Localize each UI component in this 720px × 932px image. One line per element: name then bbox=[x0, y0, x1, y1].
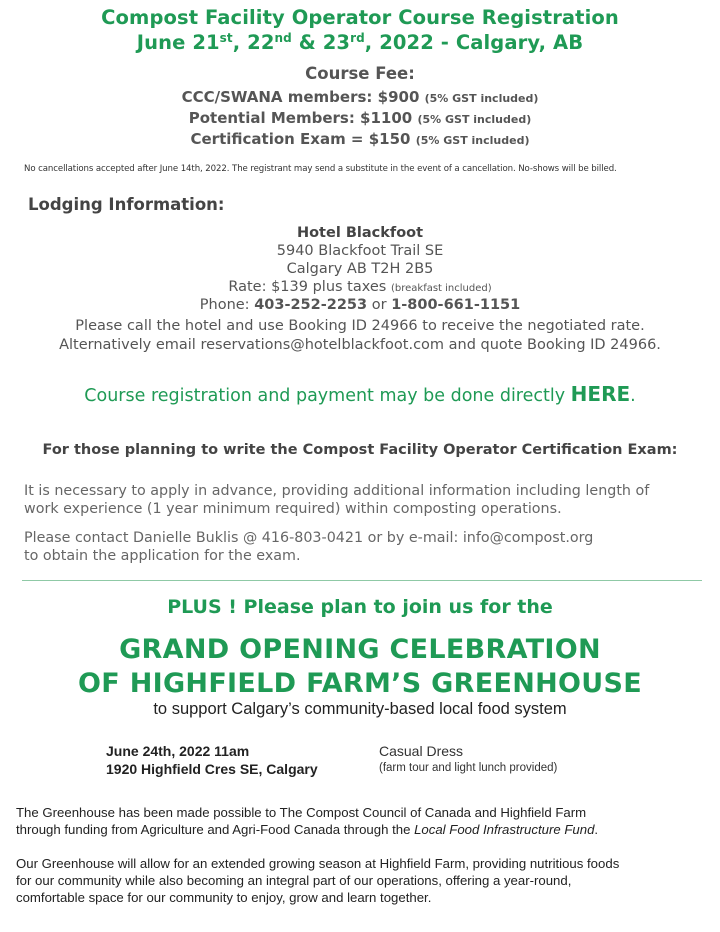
phone-number-local[interactable]: 403-252-2253 bbox=[254, 297, 368, 313]
fee-line-exam bbox=[0, 130, 720, 148]
fee-heading: Course Fee: bbox=[305, 64, 415, 83]
phone-label: Phone: bbox=[199, 297, 250, 313]
closing-para-2-line-1: Our Greenhouse will allow for an extended growing season at Highfield Farm, providing nutritious foods bbox=[16, 856, 620, 871]
closing-para-2-line-2: for our community while also becoming an integral part of our operations, offering a year-round, bbox=[16, 873, 572, 888]
closing-funding-end: . bbox=[594, 822, 599, 837]
course-dates bbox=[0, 31, 720, 54]
booking-instructions-1: Please call the hotel and use Booking ID 24966 to receive the negotiated rate. bbox=[75, 318, 645, 334]
exam-para-2-line-2: to obtain the application for the exam. bbox=[24, 548, 301, 564]
date-sep-1: , 22 bbox=[232, 31, 275, 54]
phone-or: or bbox=[371, 297, 387, 313]
section-divider bbox=[22, 580, 702, 581]
rate-note: (breakfast included) bbox=[390, 283, 492, 294]
event-title-line-2: OF HIGHFIELD FARM’S GREENHOUSE bbox=[78, 668, 642, 699]
registration-line bbox=[0, 382, 720, 406]
fee-label: Certification Exam = $150 bbox=[190, 130, 411, 148]
hotel-address-2: Calgary AB T2H 2B5 bbox=[286, 261, 434, 277]
hotel-address-1: 5940 Blackfoot Trail SE bbox=[276, 243, 444, 259]
date-sup-1: st bbox=[219, 31, 233, 45]
event-address: 1920 Highfield Cres SE, Calgary bbox=[106, 761, 318, 777]
event-dress-code: Casual Dress bbox=[379, 743, 464, 759]
registration-text: Course registration and payment may be done directly bbox=[84, 386, 566, 406]
exam-para-1-line-2: work experience (1 year minimum required) within composting operations. bbox=[24, 501, 562, 517]
date-sup-3: rd bbox=[350, 31, 365, 45]
fee-label: Potential Members: $1100 bbox=[188, 109, 413, 127]
event-intro: PLUS ! Please plan to join us for the bbox=[167, 596, 553, 618]
event-date-time: June 24th, 2022 11am bbox=[106, 743, 250, 759]
date-suffix: , 2022 - Calgary, AB bbox=[364, 31, 584, 54]
closing-para-1-line-2 bbox=[16, 822, 598, 837]
hotel-rate bbox=[0, 279, 720, 295]
exam-heading: For those planning to write the Compost Facility Operator Certification Exam: bbox=[42, 442, 678, 458]
closing-para-1-line-1: The Greenhouse has been made possible to The Compost Council of Canada and Highfield Farm bbox=[16, 805, 587, 820]
lodging-heading: Lodging Information: bbox=[28, 195, 225, 214]
event-subtitle: to support Calgary’s community-based local food system bbox=[153, 700, 567, 718]
date-sup-2: nd bbox=[274, 31, 292, 45]
fee-line-potential bbox=[0, 109, 720, 127]
closing-para-2-line-3: comfortable space for our community to enjoy, grow and learn together. bbox=[16, 890, 432, 905]
fee-gst-note: (5% GST included) bbox=[415, 134, 530, 147]
hotel-name: Hotel Blackfoot bbox=[296, 225, 424, 241]
exam-para-1-line-1: It is necessary to apply in advance, providing additional information including length of bbox=[24, 483, 650, 499]
booking-instructions-2: Alternatively email reservations@hotelblackfoot.com and quote Booking ID 24966. bbox=[59, 337, 661, 353]
event-dress-note: (farm tour and light lunch provided) bbox=[379, 762, 558, 774]
fee-label: CCC/SWANA members: $900 bbox=[181, 88, 420, 106]
registration-here-link[interactable]: HERE bbox=[570, 382, 631, 406]
page-title: Compost Facility Operator Course Registration bbox=[101, 6, 619, 29]
cancellation-policy: No cancellations accepted after June 14th, 2022. The registrant may send a substitute in the event of a cancellation. No-shows will be billed. bbox=[24, 164, 617, 174]
fee-gst-note: (5% GST included) bbox=[424, 92, 539, 105]
fee-gst-note: (5% GST included) bbox=[417, 113, 532, 126]
registration-end: . bbox=[630, 386, 636, 406]
date-prefix: June 21 bbox=[136, 31, 220, 54]
fee-line-members bbox=[0, 88, 720, 106]
phone-number-tollfree[interactable]: 1-800-661-1151 bbox=[391, 297, 521, 313]
rate-text: Rate: $139 plus taxes bbox=[228, 279, 387, 295]
closing-funding-text: through funding from Agriculture and Agri-Food Canada through the bbox=[16, 822, 415, 837]
exam-para-2-line-1: Please contact Danielle Buklis @ 416-803-0421 or by e-mail: info@compost.org bbox=[24, 530, 594, 546]
date-sep-2: & 23 bbox=[291, 31, 351, 54]
fund-name: Local Food Infrastructure Fund bbox=[414, 822, 595, 837]
event-title-line-1: GRAND OPENING CELEBRATION bbox=[119, 634, 601, 665]
hotel-phone bbox=[0, 297, 720, 313]
